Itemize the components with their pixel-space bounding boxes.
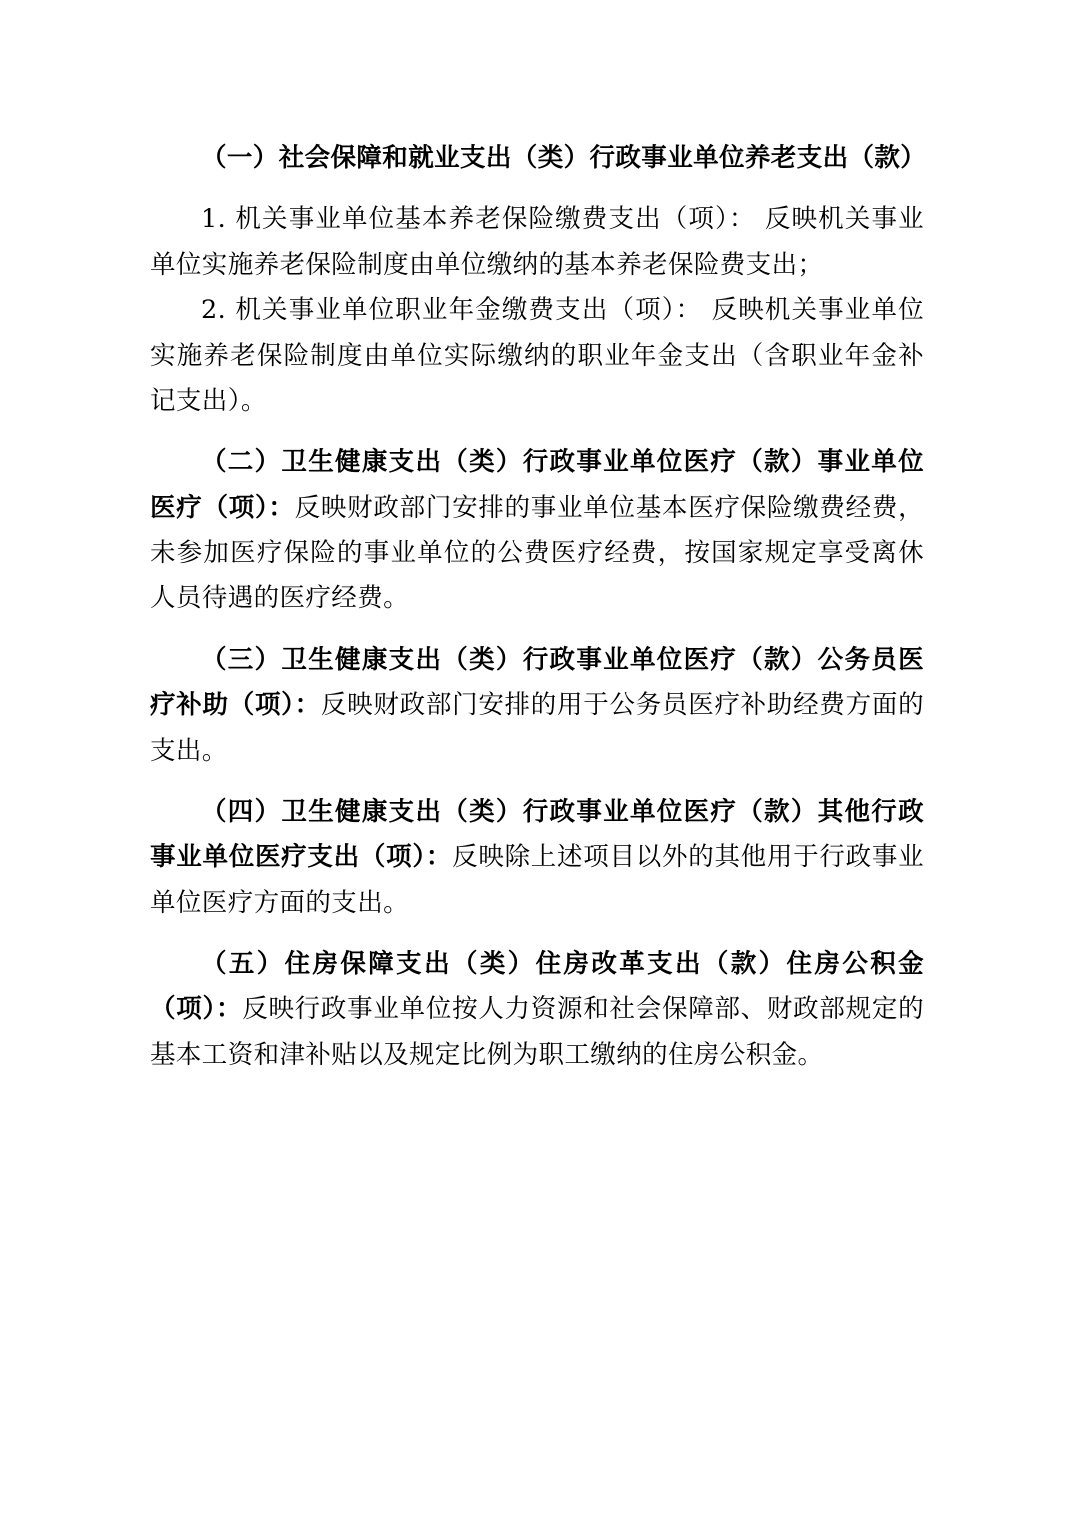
section-5-text: 反映行政事业单位按人力资源和社会保障部、财政部规定的基本工资和津补贴以及规定比例为职工缴纳的住房公积金。 bbox=[150, 994, 924, 1070]
section-heading-4: （四）卫生健康支出（类）行政事业单位医疗（款）其他行政事业单位医疗支出（项）： bbox=[150, 796, 924, 873]
section-4-text: 反映除上述项目以外的其他用于行政事业单位医疗方面的支出。 bbox=[150, 842, 925, 918]
list-item-1-1-text: 反映机关事业单位实施养老保险制度由单位缴纳的基本养老保险费支出； bbox=[150, 204, 924, 280]
list-item-1-2-text: 反映机关事业单位实施养老保险制度由单位实际缴纳的职业年金支出（含职业年金补记支出）。 bbox=[150, 295, 925, 416]
list-item-1-2-label: 2. bbox=[201, 295, 227, 326]
list-item-1-1-label: 1. bbox=[201, 204, 227, 235]
section-heading-1 bbox=[150, 136, 927, 181]
section-heading-3: （三）卫生健康支出（类）行政事业单位医疗（款）公务员医疗补助（项）： bbox=[150, 644, 924, 721]
section-3-text: 反映财政部门安排的用于公务员医疗补助经费方面的支出。 bbox=[150, 690, 924, 766]
section-4 bbox=[150, 790, 924, 926]
list-item-1-1-title: 机关事业单位基本养老保险缴费支出（项）： bbox=[235, 204, 756, 235]
document-body bbox=[150, 136, 927, 1078]
list-item-1-2-title: 机关事业单位职业年金缴费支出（项）： bbox=[235, 295, 703, 326]
section-3 bbox=[150, 638, 924, 774]
section-heading-5: （五）住房保障支出（类）住房改革支出（款）住房公积金（项）： bbox=[150, 949, 924, 1025]
list-item-1-1 bbox=[150, 197, 924, 288]
section-heading-2: （二）卫生健康支出（类）行政事业单位医疗（款）事业单位医疗（项）： bbox=[150, 447, 924, 523]
list-item-1-2 bbox=[150, 288, 924, 424]
section-2 bbox=[150, 440, 924, 622]
section-5 bbox=[150, 942, 924, 1078]
section-heading-1-text: （一）社会保障和就业支出（类）行政事业单位养老支出（款） bbox=[201, 143, 927, 173]
section-2-text: 反映财政部门安排的事业单位基本医疗保险缴费经费，未参加医疗保险的事业单位的公费医疗经费，按国家规定享受离休人员待遇的医疗经费。 bbox=[150, 492, 924, 614]
